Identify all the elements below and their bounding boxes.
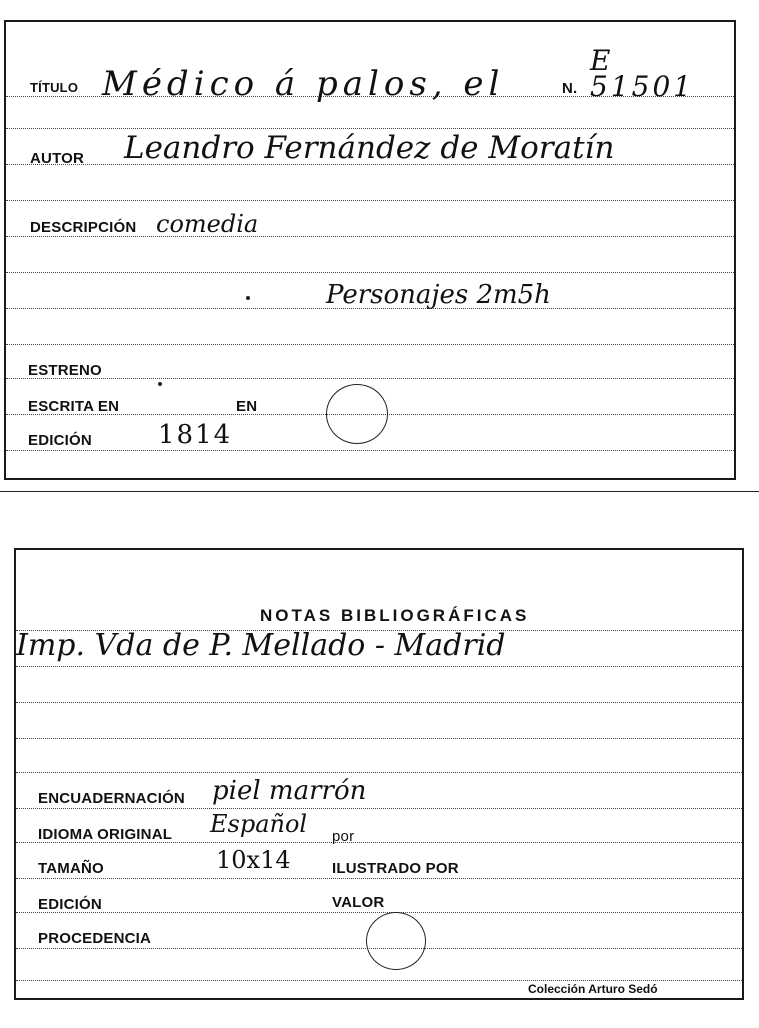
rule-line — [6, 128, 734, 129]
numero-value: E 51501 — [590, 44, 695, 103]
rule-line — [6, 344, 734, 345]
rule-line — [6, 272, 734, 273]
titulo-value: Médico á palos, el — [102, 64, 505, 104]
autor-label: AUTOR — [30, 150, 85, 167]
tamano-label: TAMAÑO — [38, 860, 104, 877]
autor-value: Leandro Fernández de Moratín — [124, 130, 615, 166]
stamp-circle — [366, 912, 426, 970]
rule-line — [16, 738, 742, 739]
rule-line — [6, 450, 734, 451]
encuadernacion-label: ENCUADERNACIÓN — [38, 790, 185, 807]
catalog-card-front — [4, 20, 736, 480]
rule-line — [16, 980, 742, 981]
catalog-card-back — [14, 548, 744, 1000]
ink-dot — [158, 382, 162, 386]
escrita-en-label: ESCRITA EN — [28, 398, 120, 415]
notas-heading: NOTAS BIBLIOGRÁFICAS — [260, 606, 530, 625]
stamp-circle — [326, 384, 388, 444]
coleccion-footer: Colección Arturo Sedó — [528, 982, 658, 996]
por-label: por — [332, 828, 355, 845]
edicion-value: 1814 — [158, 420, 233, 450]
titulo-label: TÍTULO — [30, 80, 79, 95]
estreno-label: ESTRENO — [28, 362, 102, 379]
rule-line — [6, 378, 734, 379]
procedencia-label: PROCEDENCIA — [38, 930, 152, 947]
rule-line — [16, 912, 742, 913]
rule-line — [16, 702, 742, 703]
rule-line — [6, 200, 734, 201]
rule-line — [16, 808, 742, 809]
rule-line — [16, 878, 742, 879]
rule-line — [16, 666, 742, 667]
idioma-original-label: IDIOMA ORIGINAL — [38, 826, 173, 843]
edicion-back-label: EDICIÓN — [38, 896, 102, 913]
numero-label: N. — [562, 80, 578, 97]
descripcion-value: comedia — [156, 210, 259, 238]
rule-line — [16, 772, 742, 773]
personajes-value: Personajes 2m5h — [326, 280, 551, 310]
encuadernacion-value: piel marrón — [212, 776, 367, 806]
en-label: EN — [236, 398, 258, 415]
card-separator-line — [0, 491, 759, 492]
rule-line — [6, 236, 734, 237]
valor-label: VALOR — [332, 894, 385, 911]
ilustrado-por-label: ILUSTRADO POR — [332, 860, 459, 877]
tamano-value: 10x14 — [216, 846, 291, 874]
descripcion-label: DESCRIPCIÓN — [30, 219, 137, 236]
edicion-label: EDICIÓN — [28, 432, 92, 449]
notas-value: Imp. Vda de P. Mellado - Madrid — [16, 628, 506, 663]
idioma-value: Español — [210, 810, 308, 838]
ink-dot — [246, 296, 250, 300]
